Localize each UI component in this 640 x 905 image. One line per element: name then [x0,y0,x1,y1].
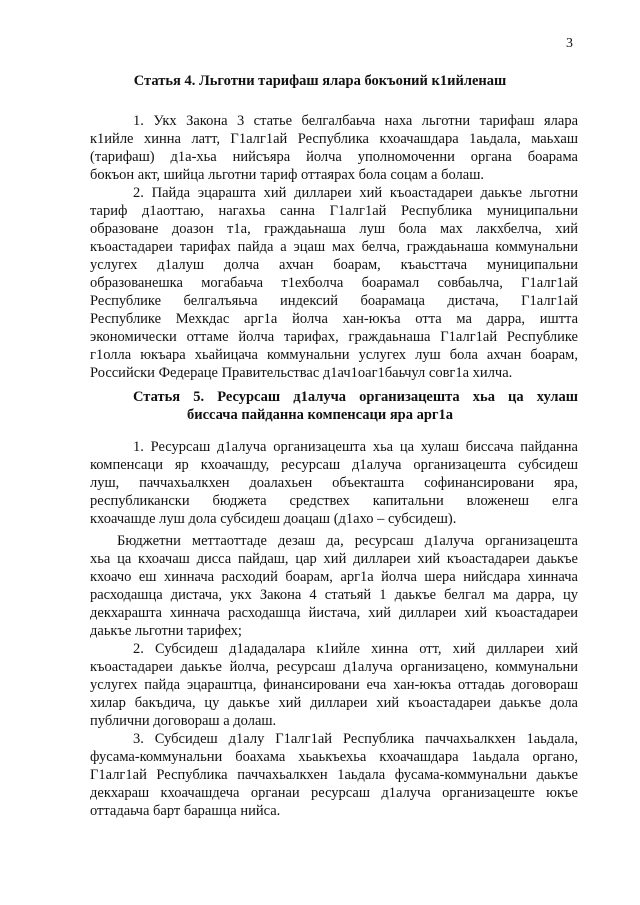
text-line: Республике белгалъяьча индексий боарамаца дистача, Г1алг1ай [90,293,578,309]
article5-title: Статья 5. Ресурсаш д1алуча организацешта хьа ца хулаш [133,389,578,405]
text-line: декхараштa хиннача расходашца йистача, хий диллареи хий къоастадареи [90,605,578,621]
text-line: декхараш кхоачашдеча органаи ресурсаш д1алуча организацеште юкъе [90,785,578,801]
page-number: 3 [566,36,573,51]
text-line: фусама-коммунальни боахама хьаькъехьа кхоачашдара 1аьдала органо, [90,749,578,765]
text-line: услугех пайда эцараштца, финансировани еча хан-юкъа оттадаь договораш [90,677,578,693]
text-line: оттадаьча барт барашца нийса. [90,803,281,819]
text-line: хьа ца кхоачаш дисса пайдаш, цар хий диллареи хий къоастадареи даькъе [90,551,578,567]
text-line: к1ийле хинна латт, Г1алг1ай Республика кхоачашдара 1аьдала, маьхаш [90,131,578,147]
text-line: Российски Федераце Правительствас д1ач1оаг1баьчул совг1а хилча. [90,365,513,381]
text-line: 3. Субсидеш д1алу Г1алг1ай Республика паччахьалкхен 1аьдала, [133,731,578,747]
text-line: республикански бюджета средствех капитальни вложенеш елга [90,493,578,509]
text-line: 1. Укх Закона 3 статье белгалбаьча наха льготни тарифаш ялара [133,113,578,129]
text-line: компенсаци яр кхоачашду, ресурсаш д1алуча организацешта субсидеш [90,457,578,473]
text-line: луш, паччахьалкхен доалахьен объекташта софинансировани яра, [90,475,578,491]
article4-title: Статья 4. Льготни тарифаш ялара бокъоний к1ийленаш [133,73,507,89]
text-line: 2. Пайда эцараштa хий диллареи хий къоастадареи даькъе льготни [133,185,578,201]
text-line: услугех д1алуш долча ахчан боарам, къаьсттача муниципальни [90,257,578,273]
text-line: Республике Мехкдас арг1а йолча хан-юкъа отта ма дарра, иштта [90,311,578,327]
text-line: г1олла юкъара хьайицача коммунальни услугех луш бола ахчан боарам, [90,347,578,363]
text-line: тариф д1аоттаю, нагахьа санна Г1алг1ай Республика муниципальни [90,203,578,219]
text-line: бокъон акт, шийца льготни тариф оттаярах бола соцам а болаш. [90,167,484,183]
text-line: кхоачашде луш дола субсидеш доацаш (д1ахо – субсидеш). [90,511,457,527]
text-line: (тарифаш) д1а-хьа нийсъяра йолча уполномоченни органа боарама [90,149,578,165]
article5-title-line2: биссача пайданна компенсаци яра арг1а [186,407,454,423]
text-line: образованешка могабаьча т1ехболча боарамал совбаьлча, Г1алг1ай [90,275,578,291]
text-line: 1. Ресурсаш д1алуча организацешта хьа ца хулаш биссача пайданна [133,439,578,455]
text-line: къоастадареи даькъе йолча, ресурсаш д1алуча организацено, коммунальни [90,659,578,675]
text-line: даькъе льготни тарифех; [90,623,242,639]
text-line: 2. Субсидеш д1ададалара к1ийле хинна отт, хий диллареи хий [133,641,578,657]
text-line: экономически оттаме йолча тарифах, граждаьнаша Г1алг1ай Республике [90,329,578,345]
text-line: публични договораш а долаш. [90,713,277,729]
text-line: Бюджетни меттаоттаде дезаш да, ресурсаш д1алуча организацешта [117,533,578,549]
text-line: хилар бакъдича, цу даькъе хий диллареи хий къоастадареи даькъе дола [90,695,578,711]
text-line: образоване доазон т1а, граждаьнаша луш бола мах лакхбелча, хий [90,221,578,237]
text-line: расходашца дистача, укх Закона 4 статьяй 1 даькъе белгал ма дарра, цу [90,587,578,603]
text-line: Г1алг1ай Республика паччахьалкхен 1аьдала фусама-коммунальни даькъе [90,767,578,783]
text-line: кхоачо еш хиннача расходий боарам, арг1а йолча шера нийсдара хиннача [90,569,578,585]
text-line: къоастадареи тарифах пайда а эцаш мах белча, граждаьнаша коммунальни [90,239,578,255]
